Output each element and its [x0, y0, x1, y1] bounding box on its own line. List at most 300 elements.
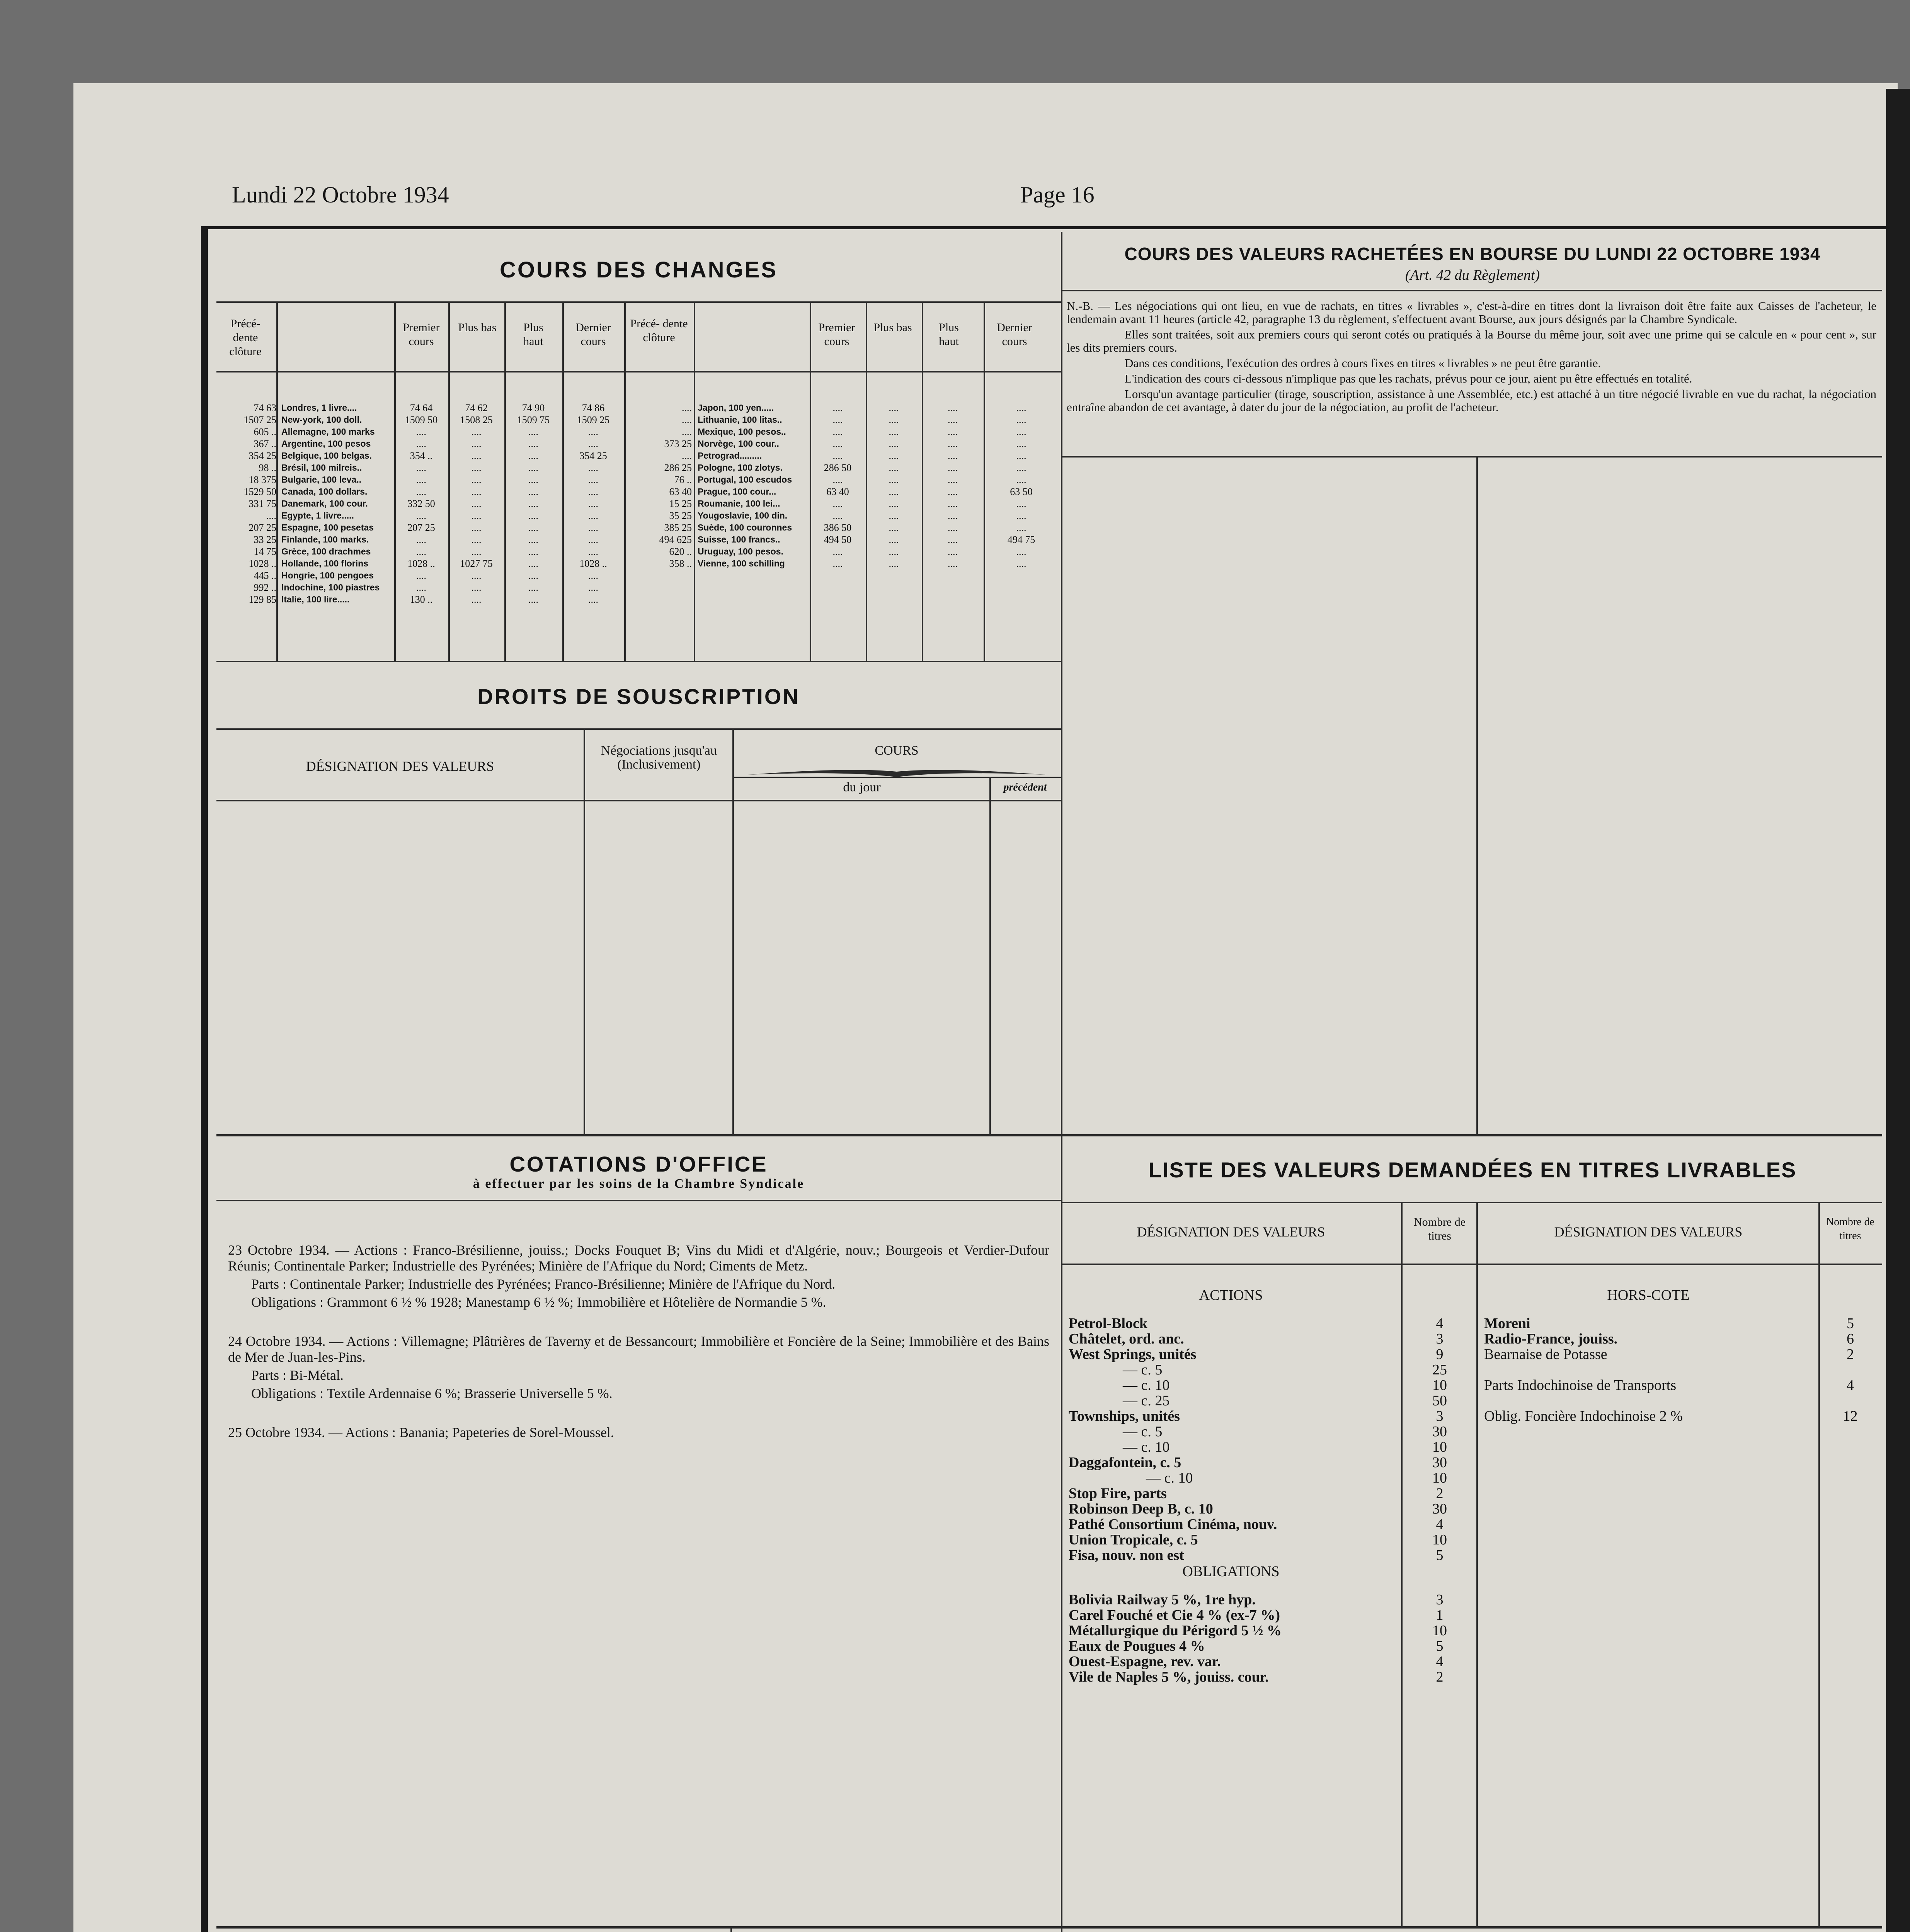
high-value: .... — [528, 438, 538, 449]
list-item: Métallurgique du Périgord 5 ½ % — [1069, 1622, 1282, 1639]
first-value: .... — [416, 546, 426, 557]
first-value: 207 25 — [407, 522, 435, 533]
first-value: .... — [416, 582, 426, 593]
horscote-list — [1484, 1316, 1816, 1424]
count: 5 — [1847, 1315, 1854, 1332]
grid-line — [504, 301, 506, 661]
currency-name: Brésil, 100 milreis.. — [281, 463, 362, 473]
page-number: Page 16 — [1020, 182, 1095, 207]
low-value: .... — [889, 558, 899, 569]
grid-line — [922, 301, 923, 661]
low-value: .... — [889, 450, 899, 461]
count: 3 — [1436, 1408, 1444, 1424]
prev-value: 74 63 — [254, 402, 276, 413]
high-value: .... — [948, 534, 958, 545]
col-designation: DÉSIGNATION DES VALEURS — [306, 759, 494, 774]
grid-line — [624, 301, 626, 661]
grid-line — [394, 301, 396, 661]
currency-name: Pologne, 100 zlotys. — [698, 463, 783, 473]
currency-name: Londres, 1 livre.... — [281, 403, 357, 413]
count: 3 — [1436, 1592, 1444, 1608]
list-item: Petrol-Block — [1069, 1315, 1148, 1332]
low-value: .... — [889, 402, 899, 413]
cours-flourish — [732, 767, 1061, 779]
prev-value: 354 25 — [249, 450, 276, 461]
low-value: .... — [471, 594, 482, 605]
list-item: Oblig. Foncière Indochinoise 2 % — [1484, 1408, 1683, 1424]
list-item: Robinson Deep B, c. 10 — [1069, 1501, 1213, 1517]
first-value: .... — [416, 486, 426, 497]
prev-value: 385 25 — [664, 522, 692, 533]
prev-value: 367 .. — [254, 438, 276, 449]
rachetees-subtitle: (Art. 42 du Règlement) — [1405, 267, 1540, 283]
grid-line — [694, 301, 695, 661]
col-prev-left: Précé- dente clôture — [229, 317, 262, 358]
prev-value: 1028 .. — [249, 558, 276, 569]
currency-name: Suède, 100 couronnes — [698, 522, 792, 532]
low-value: .... — [889, 534, 899, 545]
currency-name: Hollande, 100 florins — [281, 558, 368, 568]
currency-name: Norvège, 100 cour.. — [698, 439, 779, 449]
count: 10 — [1432, 1470, 1447, 1486]
list-item: Stop Fire, parts — [1069, 1485, 1167, 1502]
first-value: .... — [832, 402, 843, 413]
count: 12 — [1843, 1408, 1858, 1424]
count: 4 — [1847, 1377, 1854, 1393]
prev-value: 992 .. — [254, 582, 276, 593]
first-value: 1028 .. — [407, 558, 435, 569]
high-value: .... — [528, 594, 538, 605]
last-value: .... — [588, 594, 598, 605]
count: 2 — [1436, 1669, 1444, 1685]
last-value: 63 50 — [1010, 486, 1033, 497]
first-value: .... — [416, 438, 426, 449]
demandees-obligations-list — [1069, 1592, 1397, 1685]
high-value: .... — [948, 498, 958, 509]
low-value: 1027 75 — [460, 558, 493, 569]
count: 10 — [1432, 1439, 1447, 1455]
col-low-left: Plus bas — [458, 321, 497, 334]
last-value: .... — [588, 438, 598, 449]
prev-value: 15 25 — [669, 498, 692, 509]
cotation-block: 23 Octobre 1934. — Actions : Franco-Brésilienne, jouiss.; Docks Fouquet B; Vins du Midi et d'Algérie, nouv.; Bourgeois et Verdier-Dufour Réunis; Continentale Parker; Industrielle des Pyrénées; Minière de l'Afrique du Nord; Ciments de Metz. — [228, 1242, 1049, 1274]
horscote-label: HORS-COTE — [1607, 1287, 1690, 1303]
first-value: .... — [416, 510, 426, 521]
first-value: .... — [832, 474, 843, 485]
last-value: .... — [1016, 558, 1026, 569]
currency-name: Danemark, 100 cour. — [281, 498, 368, 509]
currency-name: Allemagne, 100 marks — [281, 427, 375, 437]
list-item: Bolivia Railway 5 %, 1re hyp. — [1069, 1592, 1256, 1608]
low-value: .... — [471, 450, 482, 461]
cotation-block: Parts : Continentale Parker; Industrielle des Pyrénées; Franco-Brésilienne; Minière de l'Afrique du Nord. — [251, 1276, 836, 1292]
grid-line — [584, 728, 585, 1134]
grid-line — [732, 728, 734, 1134]
demandees-obligations-counts — [1403, 1592, 1476, 1685]
obligations-label: OBLIGATIONS — [1182, 1563, 1280, 1580]
prev-value: 605 .. — [254, 426, 276, 437]
changes-bottom-line — [216, 661, 1061, 662]
grid-line — [276, 301, 278, 661]
count: 10 — [1432, 1377, 1447, 1393]
low-value: .... — [471, 462, 482, 473]
count: 1 — [1436, 1607, 1444, 1623]
high-value: .... — [948, 486, 958, 497]
currency-name: Suisse, 100 francs.. — [698, 534, 780, 544]
count: 5 — [1436, 1638, 1444, 1654]
currency-name: Yougoslavie, 100 din. — [698, 510, 788, 520]
list-item: Moreni — [1484, 1315, 1530, 1332]
high-value: .... — [948, 522, 958, 533]
changes-title: COURS DES CHANGES — [500, 257, 778, 282]
first-value: .... — [416, 474, 426, 485]
currency-name: Bulgarie, 100 leva.. — [281, 474, 362, 485]
first-value: .... — [832, 498, 843, 509]
cotation-block: 25 Octobre 1934. — Actions : Banania; Papeteries de Sorel-Moussel. — [228, 1425, 614, 1440]
count: 25 — [1432, 1362, 1447, 1378]
cotation-block: Obligations : Textile Ardennaise 6 %; Brasserie Universelle 5 %. — [251, 1386, 613, 1401]
prev-value: 35 25 — [669, 510, 692, 521]
last-value: .... — [1016, 402, 1026, 413]
first-value: 74 64 — [410, 402, 433, 413]
low-value: .... — [889, 546, 899, 557]
currency-name: Portugal, 100 escudos — [698, 474, 792, 485]
first-value: 332 50 — [407, 498, 435, 509]
first-value: 63 40 — [826, 486, 849, 497]
list-item: Ouest-Espagne, rev. var. — [1069, 1653, 1221, 1670]
prev-value: 373 25 — [664, 438, 692, 449]
low-value: .... — [471, 582, 482, 593]
low-value: .... — [471, 534, 482, 545]
count: 4 — [1436, 1653, 1444, 1670]
horscote-counts — [1820, 1316, 1880, 1424]
page-edge-shadow — [1886, 89, 1910, 1932]
grid-line — [562, 301, 564, 661]
last-value: .... — [588, 534, 598, 545]
prev-value: 445 .. — [254, 570, 276, 581]
first-value: .... — [832, 510, 843, 521]
high-value: .... — [528, 462, 538, 473]
currency-name: Japon, 100 yen..... — [698, 403, 774, 413]
list-item: — c. 10 — [1123, 1377, 1170, 1393]
first-value: .... — [832, 426, 843, 437]
changes-header-bottom — [216, 371, 1061, 372]
low-value: 74 62 — [465, 402, 488, 413]
last-value: 494 75 — [1007, 534, 1035, 545]
last-value: 1028 .. — [579, 558, 607, 569]
grid-line — [1476, 1202, 1478, 1926]
high-value: 74 90 — [522, 402, 545, 413]
demandees-header-bottom — [1061, 1264, 1882, 1265]
last-value: .... — [1016, 498, 1026, 509]
first-value: .... — [416, 426, 426, 437]
cotation-block: Obligations : Grammont 6 ½ % 1928; Manestamp 6 ½ %; Immobilière et Hôtelière de Normandie 5 %. — [251, 1294, 826, 1310]
currency-name: Hongrie, 100 pengoes — [281, 570, 374, 580]
low-value: .... — [889, 498, 899, 509]
first-value: 494 50 — [824, 534, 852, 545]
last-value: 1509 25 — [577, 414, 610, 425]
col-high-left: Plus haut — [523, 321, 543, 348]
col-low-right: Plus bas — [873, 321, 912, 334]
currency-name: Lithuanie, 100 litas.. — [698, 415, 782, 425]
cotations-subtitle: à effectuer par les soins de la Chambre Syndicale — [473, 1177, 805, 1191]
prev-value: .... — [682, 414, 692, 425]
prev-value: 358 .. — [669, 558, 692, 569]
last-value: .... — [1016, 510, 1026, 521]
high-value: .... — [948, 426, 958, 437]
high-value: .... — [948, 558, 958, 569]
currency-name: New-york, 100 doll. — [281, 415, 362, 425]
list-item: Eaux de Pougues 4 % — [1069, 1638, 1205, 1654]
list-item: West Springs, unités — [1069, 1346, 1197, 1362]
high-value: .... — [528, 510, 538, 521]
col-nombre-a: Nombre de titres — [1413, 1216, 1466, 1242]
list-item: — c. 5 — [1123, 1362, 1163, 1378]
low-value: .... — [471, 570, 482, 581]
high-value: .... — [528, 426, 538, 437]
rachetees-mid-line — [1476, 456, 1478, 1134]
souscription-header-bottom — [216, 800, 1061, 801]
currency-name: Grèce, 100 drachmes — [281, 546, 371, 556]
grid-line — [866, 301, 867, 661]
list-item: Châtelet, ord. anc. — [1069, 1331, 1184, 1347]
souscription-title: DROITS DE SOUSCRIPTION — [477, 684, 800, 709]
list-item: Carel Fouché et Cie 4 % (ex-7 %) — [1069, 1607, 1280, 1623]
prev-value: 207 25 — [249, 522, 276, 533]
prev-value: 331 75 — [249, 498, 276, 509]
col-nombre-b: Nombre de titres — [1826, 1216, 1875, 1242]
first-value: .... — [832, 546, 843, 557]
last-value: .... — [588, 570, 598, 581]
currency-name: Argentine, 100 pesos — [281, 439, 371, 449]
last-value: .... — [1016, 462, 1026, 473]
column-divider-bottom — [730, 1928, 732, 1932]
high-value: .... — [948, 414, 958, 425]
low-value: .... — [889, 426, 899, 437]
high-value: .... — [528, 570, 538, 581]
high-value: .... — [528, 498, 538, 509]
high-value: .... — [948, 462, 958, 473]
col-cours: COURS — [875, 743, 919, 758]
list-item: Vile de Naples 5 %, jouiss. cour. — [1069, 1669, 1269, 1685]
high-value: .... — [948, 438, 958, 449]
section-divider-2 — [216, 1926, 1882, 1929]
last-value: .... — [1016, 426, 1026, 437]
demandees-actions-list — [1069, 1316, 1397, 1563]
last-value: .... — [588, 426, 598, 437]
cotations-body — [228, 1242, 1049, 1443]
prev-value: 1507 25 — [243, 414, 276, 425]
last-value: .... — [1016, 546, 1026, 557]
low-value: .... — [471, 522, 482, 533]
col-first-right: Premier cours — [818, 321, 855, 348]
col-du-jour: du jour — [843, 780, 881, 794]
last-value: .... — [1016, 438, 1026, 449]
first-value: 386 50 — [824, 522, 852, 533]
count: 30 — [1432, 1501, 1447, 1517]
currency-name: Mexique, 100 pesos.. — [698, 427, 786, 437]
list-item: Daggafontein, c. 5 — [1069, 1454, 1181, 1471]
prev-value: 494 625 — [659, 534, 692, 545]
first-value: 1509 50 — [405, 414, 438, 425]
list-item: Radio-France, jouiss. — [1484, 1331, 1618, 1347]
first-value: .... — [832, 414, 843, 425]
rachetees-header-line — [1061, 290, 1882, 291]
rachetees-note: L'indication des cours ci-dessous n'implique pas que les rachats, prévus pour ce jour, aient pu être effectués en totalité. — [1125, 372, 1692, 385]
cotation-block: 24 Octobre 1934. — Actions : Villemagne; Plâtrières de Taverny et de Bessancourt; Immobilière et Foncière de la Seine; Immobilière et des Bains de Mer de Juan-les-Pins. — [228, 1333, 1049, 1365]
high-value: .... — [528, 546, 538, 557]
demandees-actions-counts — [1403, 1316, 1476, 1563]
souscription-header-top — [216, 728, 1061, 730]
prev-value: 286 25 — [664, 462, 692, 473]
demandees-header-top — [1061, 1202, 1882, 1203]
count: 2 — [1847, 1346, 1854, 1362]
col-designation-b: DÉSIGNATION DES VALEURS — [1554, 1224, 1743, 1240]
list-item: — c. 10 — [1123, 1439, 1170, 1455]
last-value: .... — [588, 498, 598, 509]
last-value: 354 25 — [579, 450, 607, 461]
list-item: — c. 10 — [1146, 1470, 1193, 1486]
rachetees-divider — [1061, 456, 1882, 457]
prev-value: 1529 50 — [243, 486, 276, 497]
col-prev-right: Précé- dente clôture — [630, 317, 688, 344]
last-value: .... — [1016, 414, 1026, 425]
prev-value: .... — [682, 426, 692, 437]
currency-name: Roumanie, 100 lei... — [698, 498, 780, 509]
high-value: .... — [948, 450, 958, 461]
grid-line — [1401, 1202, 1403, 1926]
rachetees-note: Dans ces conditions, l'exécution des ordres à cours fixes en titres « livrables » ne peut être garantie. — [1125, 356, 1601, 370]
prev-value: .... — [682, 450, 692, 461]
prev-value: .... — [682, 402, 692, 413]
currency-name: Uruguay, 100 pesos. — [698, 546, 783, 556]
low-value: .... — [889, 522, 899, 533]
changes-header-top — [216, 301, 1061, 303]
prev-value: 33 25 — [254, 534, 276, 545]
prev-value: 76 .. — [674, 474, 692, 485]
currency-name: Finlande, 100 marks. — [281, 534, 369, 544]
list-item: Union Tropicale, c. 5 — [1069, 1532, 1198, 1548]
count: 10 — [1432, 1622, 1447, 1639]
list-item: — c. 25 — [1123, 1393, 1170, 1409]
high-value: .... — [948, 546, 958, 557]
count: 3 — [1436, 1331, 1444, 1347]
high-value: .... — [528, 558, 538, 569]
column-divider — [1061, 232, 1062, 1932]
grid-line — [1818, 1202, 1820, 1926]
high-value: .... — [528, 474, 538, 485]
high-value: .... — [528, 486, 538, 497]
list-item: Parts Indochinoise de Transports — [1484, 1377, 1677, 1393]
col-designation-a: DÉSIGNATION DES VALEURS — [1137, 1224, 1325, 1240]
currency-name: Espagne, 100 pesetas — [281, 522, 374, 532]
prev-value: 63 40 — [669, 486, 692, 497]
last-value: .... — [588, 510, 598, 521]
currency-name: Egypte, 1 livre..... — [281, 510, 354, 520]
count: 6 — [1847, 1331, 1854, 1347]
first-value: .... — [832, 558, 843, 569]
low-value: .... — [471, 438, 482, 449]
last-value: .... — [1016, 450, 1026, 461]
high-value: 1509 75 — [517, 414, 550, 425]
currency-name: Indochine, 100 piastres — [281, 582, 380, 592]
list-item: Pathé Consortium Cinéma, nouv. — [1069, 1516, 1277, 1532]
count: 4 — [1436, 1315, 1444, 1332]
count: 5 — [1436, 1547, 1444, 1563]
col-precedent: précédent — [1003, 781, 1047, 793]
col-negociations: Négociations jusqu'au (Inclusivement) — [601, 743, 717, 772]
grid-line — [448, 301, 450, 661]
low-value: .... — [889, 486, 899, 497]
first-value: .... — [416, 534, 426, 545]
first-value: 354 .. — [410, 450, 433, 461]
high-value: .... — [528, 450, 538, 461]
count: 4 — [1436, 1516, 1444, 1532]
grid-line — [984, 301, 985, 661]
cotation-block: Parts : Bi-Métal. — [251, 1367, 344, 1383]
high-value: .... — [948, 402, 958, 413]
actions-label: ACTIONS — [1199, 1287, 1263, 1303]
low-value: .... — [889, 510, 899, 521]
grid-line — [989, 777, 991, 1134]
first-value: 130 .. — [410, 594, 433, 605]
currency-name: Vienne, 100 schilling — [698, 558, 785, 568]
count: 30 — [1432, 1423, 1447, 1440]
last-value: .... — [1016, 474, 1026, 485]
count: 10 — [1432, 1532, 1447, 1548]
prev-value: 18 375 — [249, 474, 276, 485]
low-value: .... — [471, 474, 482, 485]
currency-name: Prague, 100 cour... — [698, 486, 776, 497]
last-value: .... — [588, 474, 598, 485]
low-value: .... — [471, 498, 482, 509]
currency-name: Italie, 100 lire..... — [281, 594, 350, 604]
col-last-right: Dernier cours — [997, 321, 1032, 348]
last-value: .... — [588, 582, 598, 593]
list-item: Bearnaise de Potasse — [1484, 1346, 1607, 1362]
high-value: .... — [948, 510, 958, 521]
high-value: .... — [528, 534, 538, 545]
col-first-left: Premier cours — [403, 321, 440, 348]
first-value: .... — [416, 570, 426, 581]
cotations-title: COTATIONS D'OFFICE — [509, 1152, 768, 1176]
rachetees-note: N.-B. — Les négociations qui ont lieu, en vue de rachats, en titres « livrables », c'est-à-dire en titres dont la livraison doit être faite aux Caisses de l'acheteur, le lendemain avant 11 heures (article 42, paragraphe 13 du règlement, s'effectuent avant Bourse, aux jours désignés par la Chambre Syndicale. — [1067, 299, 1876, 326]
list-item: Townships, unités — [1069, 1408, 1180, 1424]
low-value: .... — [471, 426, 482, 437]
low-value: 1508 25 — [460, 414, 493, 425]
low-value: .... — [889, 474, 899, 485]
last-value: 74 86 — [582, 402, 605, 413]
last-value: .... — [588, 486, 598, 497]
page-date: Lundi 22 Octobre 1934 — [232, 182, 449, 207]
low-value: .... — [471, 510, 482, 521]
count: 30 — [1432, 1454, 1447, 1471]
low-value: .... — [471, 546, 482, 557]
section-divider-1 — [216, 1134, 1882, 1136]
list-item: Fisa, nouv. non est — [1069, 1547, 1184, 1563]
currency-name: Petrograd......... — [698, 451, 762, 461]
last-value: .... — [1016, 522, 1026, 533]
list-item: — c. 5 — [1123, 1423, 1163, 1440]
high-value: .... — [948, 474, 958, 485]
col-last-left: Dernier cours — [575, 321, 611, 348]
last-value: .... — [588, 462, 598, 473]
rachetees-note: Lorsqu'un avantage particulier (tirage, souscription, assistance à une Assemblée, etc.) est attaché à un titre négocié livrable en vue du rachat, la négociation entraîne abandon de cet avantage, à dater du jour de la négociation, au profit de l'acheteur. — [1067, 387, 1876, 414]
currency-name: Canada, 100 dollars. — [281, 486, 368, 497]
rachetees-notes — [1067, 299, 1876, 416]
prev-value: 14 75 — [254, 546, 276, 557]
prev-value: 620 .. — [669, 546, 692, 557]
